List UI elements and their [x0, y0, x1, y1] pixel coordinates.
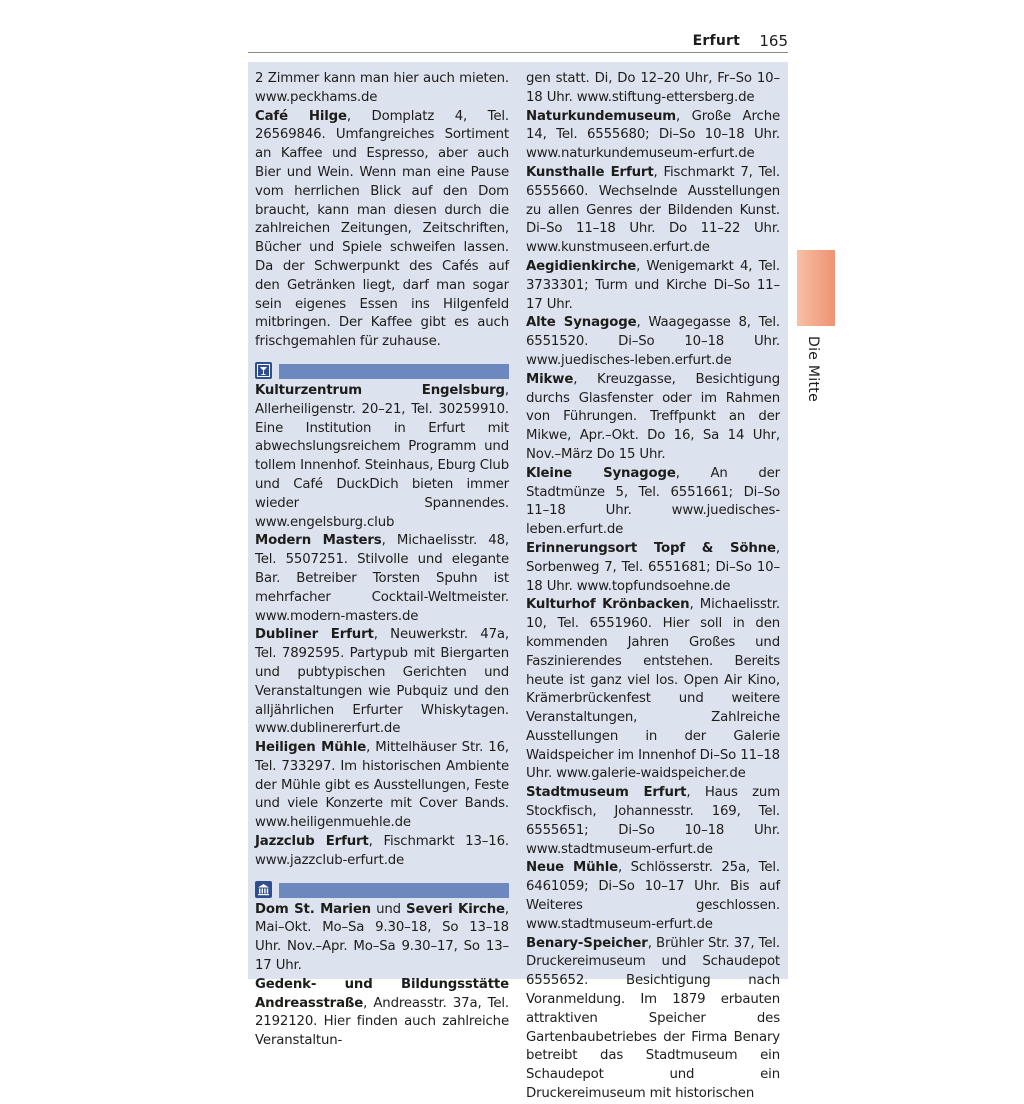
- entry-name: Heiligen Mühle: [255, 740, 367, 756]
- entry-name: Mikwe: [526, 371, 574, 387]
- listing-entry: [526, 258, 780, 314]
- entry-name: Café Hilge: [255, 108, 347, 124]
- entry-text: 2 Zimmer kann man hier auch mieten. www.peckhams.de: [255, 71, 509, 105]
- entry-text: , Michaelisstr. 10, Tel. 6551960. Hier soll in den kommenden Jahren Großes und Faszinierendes entstehen. Bereits heute ist ganz viel los. Open Air Kino, Krämerbrückenfest und weitere Veranstaltungen, Zahlreiche Ausstellungen in der Galerie Waidspeicher im Innenhof Di–So 11–18 Uhr. www.galerie-waidspeicher.de: [526, 597, 781, 782]
- listing-entry: [255, 976, 509, 1051]
- section-tab-label: Die Mitte: [805, 336, 821, 402]
- entry-name: Gedenk- und Bildungsstätte Andreasstraße: [255, 976, 509, 1011]
- listing-entry: [526, 108, 780, 164]
- entry-name: Neue Mühle: [526, 860, 618, 876]
- listing-entry: [255, 382, 509, 532]
- entry-text: , Mittelhäuser Str. 16, Tel. 733297. Im historischen Ambiente der Mühle gibt es Ausstellungen, Feste und viele Konzerte mit Cover Bands. www.heiligenmuehle.de: [255, 740, 509, 831]
- right-entries: [526, 70, 780, 1104]
- entry-text: gen statt. Di, Do 12–20 Uhr, Fr–So 10–18 Uhr. www.stiftung-ettersberg.de: [526, 71, 780, 105]
- entry-text: , Mai–Okt. Mo–Sa 9.30–18, So 13–18 Uhr. Nov.–Apr. Mo–Sa 9.30–17, So 13–17 Uhr.: [255, 901, 509, 974]
- listing-entry: [526, 935, 780, 1104]
- category-bar-nightlife: [255, 362, 509, 379]
- entry-text: , Fischmarkt 7, Tel. 6555660. Wechselnde Ausstellungen zu allen Genres der Bildenden Kunst. Di–So 11–18 Uhr. Do 11–22 Uhr. www.kunstmuseen.erfurt.de: [526, 164, 780, 256]
- entry-name: Erinnerungsort Topf & Söhne: [526, 540, 776, 556]
- header-title: Erfurt: [692, 33, 740, 49]
- entry-text: , Domplatz 4, Tel. 26569846. Umfangreiches Sortiment an Kaffee und Espresso, aber auch Bier und Wein. Wenn man eine Pause vom herrlichen Blick auf den Dom braucht, kann man diesen durch die zahlreichen Zeitungen, Zeitschriften, Bücher und Spiele schweifen lassen. Da der Schwerpunkt des Cafés auf den Getränken liegt, darf man sogar sein eigenes Essen ins Hilgenfeld mitbringen. Der Kaffee gibt es auch frischgemahlen für zuhause.: [255, 108, 509, 350]
- entry-name: Dom St. Marien: [255, 901, 372, 917]
- entry-name: Kulturzentrum Engelsburg: [255, 382, 505, 398]
- sights-entries: [255, 901, 509, 1051]
- entry-text: , Wenigemarkt 4, Tel. 3733301; Turm und Kirche Di–So 11–17 Uhr.: [526, 258, 780, 312]
- entry-text: und: [371, 901, 407, 917]
- entry-name: Kunsthalle Erfurt: [526, 164, 654, 180]
- intro-entries: [255, 70, 509, 352]
- entry-text: , Allerheiligenstr. 20–21, Tel. 30259910. Eine Institution in Erfurt mit abwechslungsreichem Programm und tollem Innenhof. Steinhaus, Eburg Club und Café DuckDich bieten immer wieder Spannendes. www.engelsburg.club: [255, 382, 509, 530]
- listing-entry: [255, 108, 509, 352]
- entry-name: Benary-Speicher: [526, 935, 648, 951]
- section-tab: [797, 250, 835, 326]
- entry-text: , Haus zum Stockfisch, Johannesstr. 169, Tel. 6555651; Di–So 10–18 Uhr. www.stadtmuseum-erfurt.de: [526, 785, 781, 857]
- entry-name: Kulturhof Krönbacken: [526, 597, 690, 613]
- entry-name: Kleine Synagoge: [526, 465, 676, 481]
- listing-entry: [255, 70, 509, 108]
- entry-name: Jazzclub Erfurt: [255, 834, 369, 850]
- entry-name: Modern Masters: [255, 533, 382, 549]
- entry-text: , Andreasstr. 37a, Tel. 2192120. Hier finden auch zahlreiche Veranstaltun-: [255, 995, 509, 1049]
- entry-text: , Kreuzgasse, Besichtigung durchs Glasfenster oder im Rahmen von Führungen. Treffpunkt an der Mikwe, Apr.–Okt. Do 16, Sa 14 Uhr, Nov.–März Do 15 Uhr.: [526, 371, 780, 462]
- entry-text: , Neuwerkstr. 47a, Tel. 7892595. Partypub mit Biergarten und pubtypischen Gerichten und Veranstaltungen wie Pubquiz und den alljährlichen Erfurter Whiskytagen. www.dublinererfurt.de: [255, 627, 509, 737]
- listing-entry: [526, 70, 780, 108]
- page-number: 165: [759, 32, 788, 50]
- listing-entry: [255, 739, 509, 833]
- entry-name: Alte Synagoge: [526, 315, 637, 331]
- running-header: [248, 30, 788, 53]
- nightlife-entries: [255, 382, 509, 871]
- entry-text: , Große Arche 14, Tel. 6555680; Di–So 10–18 Uhr. www.naturkundemuseum-erfurt.de: [526, 108, 780, 162]
- listing-entry: [526, 540, 780, 596]
- category-bar-fill: [279, 364, 509, 379]
- listing-entry: [526, 371, 780, 465]
- museum-building-icon: [255, 881, 272, 898]
- listing-entry: [526, 164, 780, 258]
- entry-name: Stadtmuseum Erfurt: [526, 785, 687, 801]
- listing-entry: [526, 314, 780, 370]
- listing-entry: [255, 532, 509, 626]
- entry-name: Dubliner Erfurt: [255, 627, 374, 643]
- listing-entry: [255, 626, 509, 739]
- entry-text: , Schlösserstr. 25a, Tel. 6461059; Di–So 10–17 Uhr. Bis auf Weiteres geschlossen. www.stadtmuseum-erfurt.de: [526, 860, 780, 932]
- left-column: [255, 70, 509, 1051]
- listing-entry: [526, 596, 780, 784]
- entry-text: , An der Stadtmünze 5, Tel. 6551661; Di–So 11–18 Uhr. www.juedisches-leben.erfurt.de: [526, 465, 780, 538]
- listing-entry: [526, 859, 780, 934]
- listing-entry: [255, 901, 509, 976]
- listing-entry: [526, 784, 780, 859]
- category-bar-sights: [255, 881, 509, 898]
- entry-name: Severi Kirche: [406, 901, 505, 917]
- entry-text: , Waagegasse 8, Tel. 6551520. Di–So 10–18 Uhr. www.juedisches-leben.erfurt.de: [526, 315, 780, 368]
- category-bar-fill: [279, 883, 509, 898]
- cocktail-glass-icon: [255, 362, 272, 379]
- right-column: [526, 70, 780, 1104]
- entry-name: Naturkundemuseum: [526, 108, 676, 124]
- entry-text: , Sorbenweg 7, Tel. 6551681; Di–So 10–18 Uhr. www.topfundsoehne.de: [526, 540, 780, 594]
- entry-text: , Fischmarkt 13–16. www.jazzclub-erfurt.de: [255, 834, 509, 868]
- listing-entry: [255, 833, 509, 871]
- entry-text: , Brühler Str. 37, Tel. Druckereimuseum und Schaudepot 6555652. Besichtigung nach Voranmeldung. Im 1879 erbauten attraktiven Speicher des Gartenbaubetriebes der Firma Benary betreibt das Stadtmuseum ein Schaudepot und ein Druckereimuseum mit historischen: [526, 935, 780, 1102]
- listing-entry: [526, 465, 780, 540]
- entry-name: Aegidienkirche: [526, 258, 637, 274]
- info-panel: [248, 62, 788, 1102]
- entry-text: , Michaelisstr. 48, Tel. 5507251. Stilvolle und elegante Bar. Betreiber Torsten Spuhn ist mehrfacher Cocktail-Weltmeister. www.modern-masters.de: [255, 533, 509, 624]
